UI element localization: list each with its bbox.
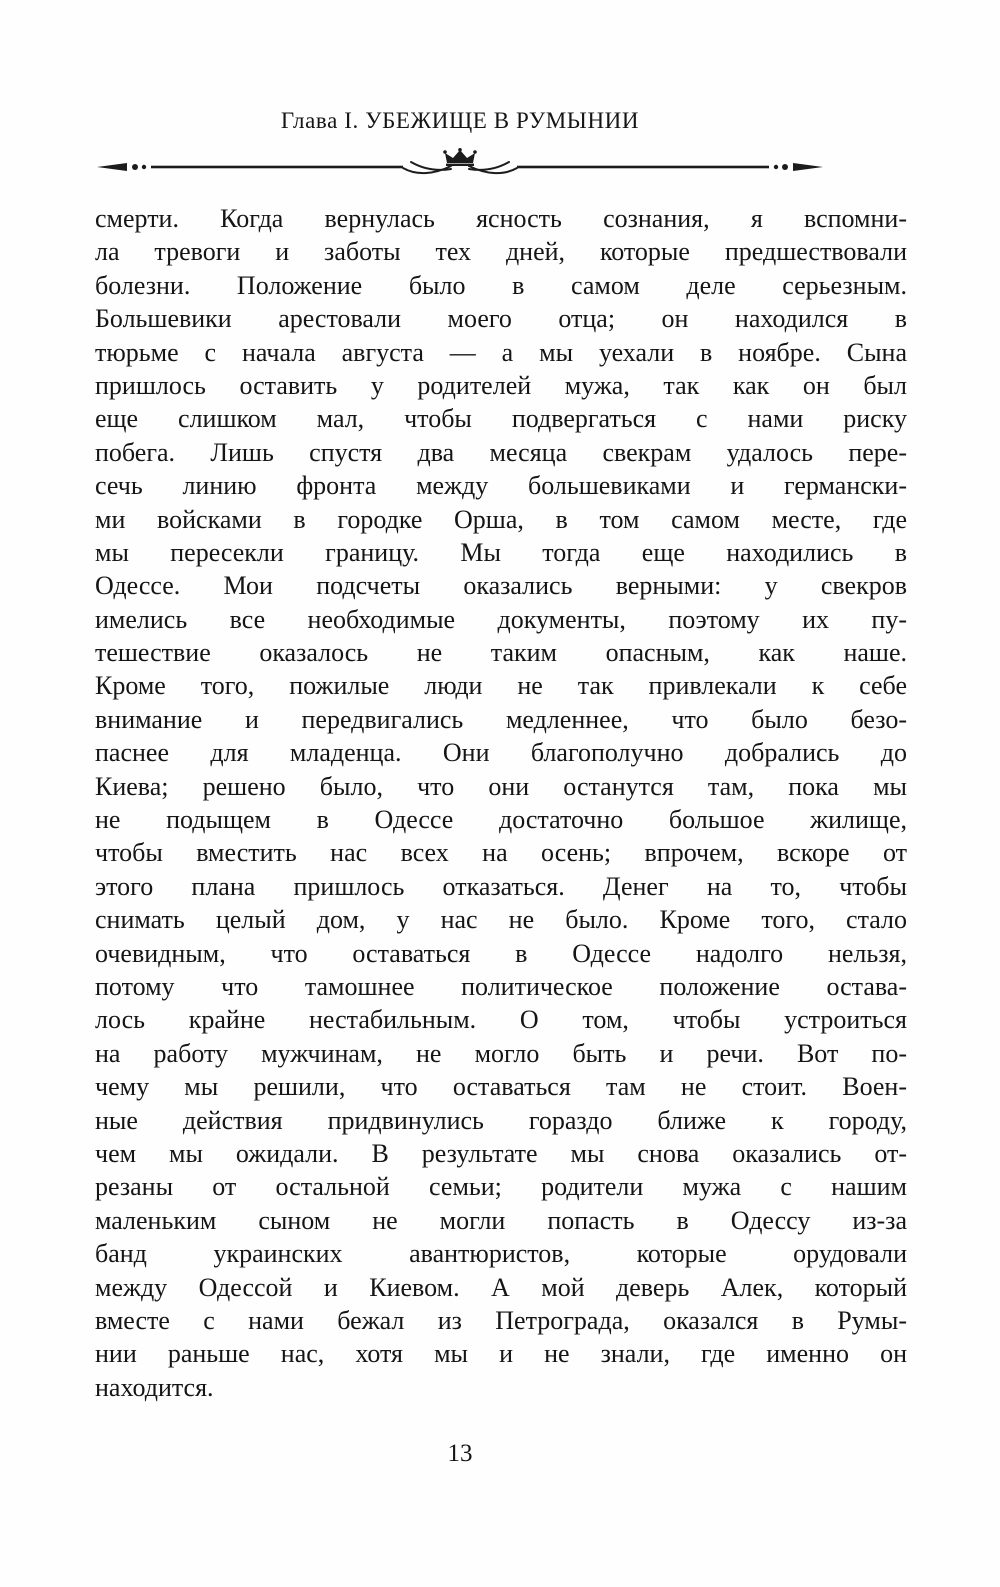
- text-line: нии раньше нас, хотя мы и не знали, где именно он: [95, 1339, 907, 1369]
- text-line: вместе с нами бежал из Петрограда, оказался в Румы-: [95, 1305, 907, 1335]
- text-line: банд украинских авантюристов, которые орудовали: [95, 1239, 907, 1269]
- text-line: маленьким сыном не могли попасть в Одессу из-за: [95, 1205, 907, 1235]
- body-text: [95, 202, 907, 1404]
- text-line: побега. Лишь спустя два месяца свекрам удалось пере-: [95, 437, 907, 467]
- crown-divider-icon: [95, 148, 825, 184]
- text-line: этого плана пришлось отказаться. Денег на то, чтобы: [95, 871, 907, 901]
- text-line: потому что тамошнее политическое положение остава-: [95, 971, 907, 1001]
- text-line: имелись все необходимые документы, поэтому их пу-: [95, 604, 907, 634]
- text-line: тюрьме с начала августа — а мы уехали в ноябре. Сына: [95, 337, 907, 367]
- text-line: ми войсками в городке Орша, в том самом месте, где: [95, 504, 907, 534]
- text-line: Киева; решено было, что они останутся там, пока мы: [95, 771, 907, 801]
- text-line: чем мы ожидали. В результате мы снова оказались от-: [95, 1138, 907, 1168]
- text-line: чтобы вместить нас всех на осень; впрочем, вскоре от: [95, 838, 907, 868]
- chapter-header: Глава I. УБЕЖИЩЕ В РУМЫНИИ: [280, 108, 640, 133]
- text-line: очевидным, что оставаться в Одессе надолго нельзя,: [95, 938, 907, 968]
- text-line: пришлось оставить у родителей мужа, так как он был: [95, 370, 907, 400]
- text-line: Кроме того, пожилые люди не так привлекали к себе: [95, 671, 907, 701]
- text-line: на работу мужчинам, не могло быть и речи. Вот по-: [95, 1038, 907, 1068]
- text-line: Большевики арестовали моего отца; он находился в: [95, 304, 907, 334]
- chapter-divider: [95, 148, 825, 184]
- text-line: мы пересекли границу. Мы тогда еще находились в: [95, 537, 907, 567]
- text-line: чему мы решили, что оставаться там не стоит. Воен-: [95, 1072, 907, 1102]
- text-line: между Одессой и Киевом. А мой деверь Алек, который: [95, 1272, 907, 1302]
- text-line: лось крайне нестабильным. О том, чтобы устроиться: [95, 1005, 907, 1035]
- text-line: паснее для младенца. Они благополучно добрались до: [95, 738, 907, 768]
- text-line: находится.: [95, 1372, 214, 1402]
- text-line: внимание и передвигались медленнее, что было безо-: [95, 704, 907, 734]
- text-line: еще слишком мал, чтобы подвергаться с нами риску: [95, 404, 907, 434]
- text-line: снимать целый дом, у нас не было. Кроме того, стало: [95, 905, 907, 935]
- text-line: ные действия придвинулись гораздо ближе к городу,: [95, 1105, 907, 1135]
- text-line: смерти. Когда вернулась ясность сознания, я вспомни-: [95, 204, 907, 233]
- text-line: ла тревоги и заботы тех дней, которые предшествовали: [95, 237, 907, 267]
- text-line: не подыщем в Одессе достаточно большое жилище,: [95, 805, 907, 835]
- text-line: Одессе. Мои подсчеты оказались верными: у свекров: [95, 571, 907, 601]
- text-line: резаны от остальной семьи; родители мужа с нашим: [95, 1172, 907, 1202]
- text-line: тешествие оказалось не таким опасным, как наше.: [95, 638, 907, 668]
- page-number: 13: [447, 1440, 473, 1467]
- text-line: болезни. Положение было в самом деле серьезным.: [95, 270, 907, 300]
- text-line: сечь линию фронта между большевиками и германски-: [95, 471, 907, 501]
